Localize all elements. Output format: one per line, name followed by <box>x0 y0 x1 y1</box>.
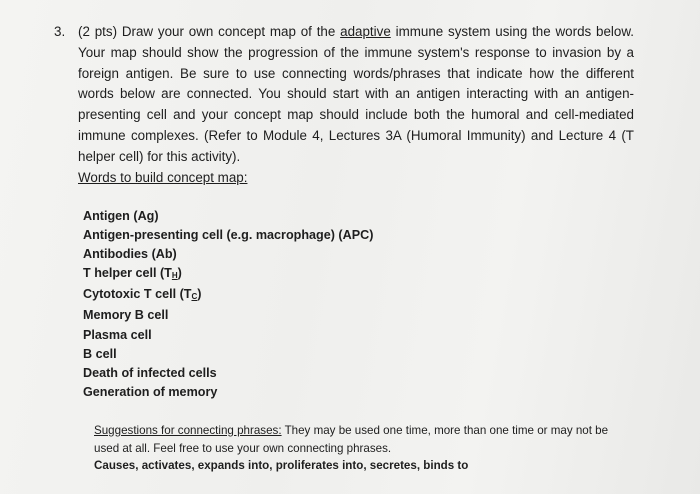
word-cytotoxic-close: ) <box>197 287 202 302</box>
words-heading: Words to build concept map: <box>78 169 248 185</box>
word-cytotoxic-subscript: C <box>191 292 198 302</box>
word-memory-b-cell: Memory B cell <box>83 308 169 323</box>
word-cytotoxic-label: Cytotoxic T cell (T <box>83 287 192 302</box>
word-apc: Antigen-presenting cell (e.g. macrophage) (APC) <box>83 228 374 243</box>
word-t-helper-subscript: H <box>171 271 178 281</box>
question-3 <box>54 22 634 188</box>
word-death-infected-cells: Death of infected cells <box>83 365 217 380</box>
question-number: 3. <box>54 24 66 39</box>
question-points-text: (2 pts) Draw your own concept map of the <box>78 24 341 39</box>
suggestions-block <box>94 422 634 475</box>
adaptive-emphasis: adaptive <box>340 24 391 39</box>
word-list <box>83 207 373 402</box>
word-generation-of-memory: Generation of memory <box>83 384 218 399</box>
suggestions-label: Suggestions for connecting phrases: <box>94 424 282 437</box>
word-t-helper-cell <box>83 264 373 285</box>
connecting-phrases: Causes, activates, expands into, proliferates into, secretes, binds to <box>94 459 469 473</box>
word-t-helper-label: T helper cell (T <box>83 266 172 281</box>
suggestions-text: They may be used one time, more than one time or may not be used at all. Feel free to use your own connecting phrases. <box>94 424 609 455</box>
word-plasma-cell: Plasma cell <box>83 327 152 342</box>
word-antibodies: Antibodies (Ab) <box>83 247 177 262</box>
word-antigen: Antigen (Ag) <box>83 209 159 223</box>
suggestions-paragraph <box>94 422 634 457</box>
question-instructions: immune system using the words below. Your map should show the progression of the immune system's response to invasion by a foreign antigen. Be sure to use connecting words/phrases that indicate how the different words below are connected. You should start with an antigen interacting with an antigen-presenting cell and your concept map should include both the humoral and cell-mediated immune complexes. (Refer to Module 4, Lectures 3A (Humoral Immunity) and Lecture 4 (T helper cell) for this activity). <box>78 24 635 164</box>
word-t-helper-close: ) <box>177 266 182 281</box>
word-cytotoxic-t-cell <box>83 285 373 306</box>
question-prompt <box>78 22 634 168</box>
word-b-cell: B cell <box>83 346 117 361</box>
